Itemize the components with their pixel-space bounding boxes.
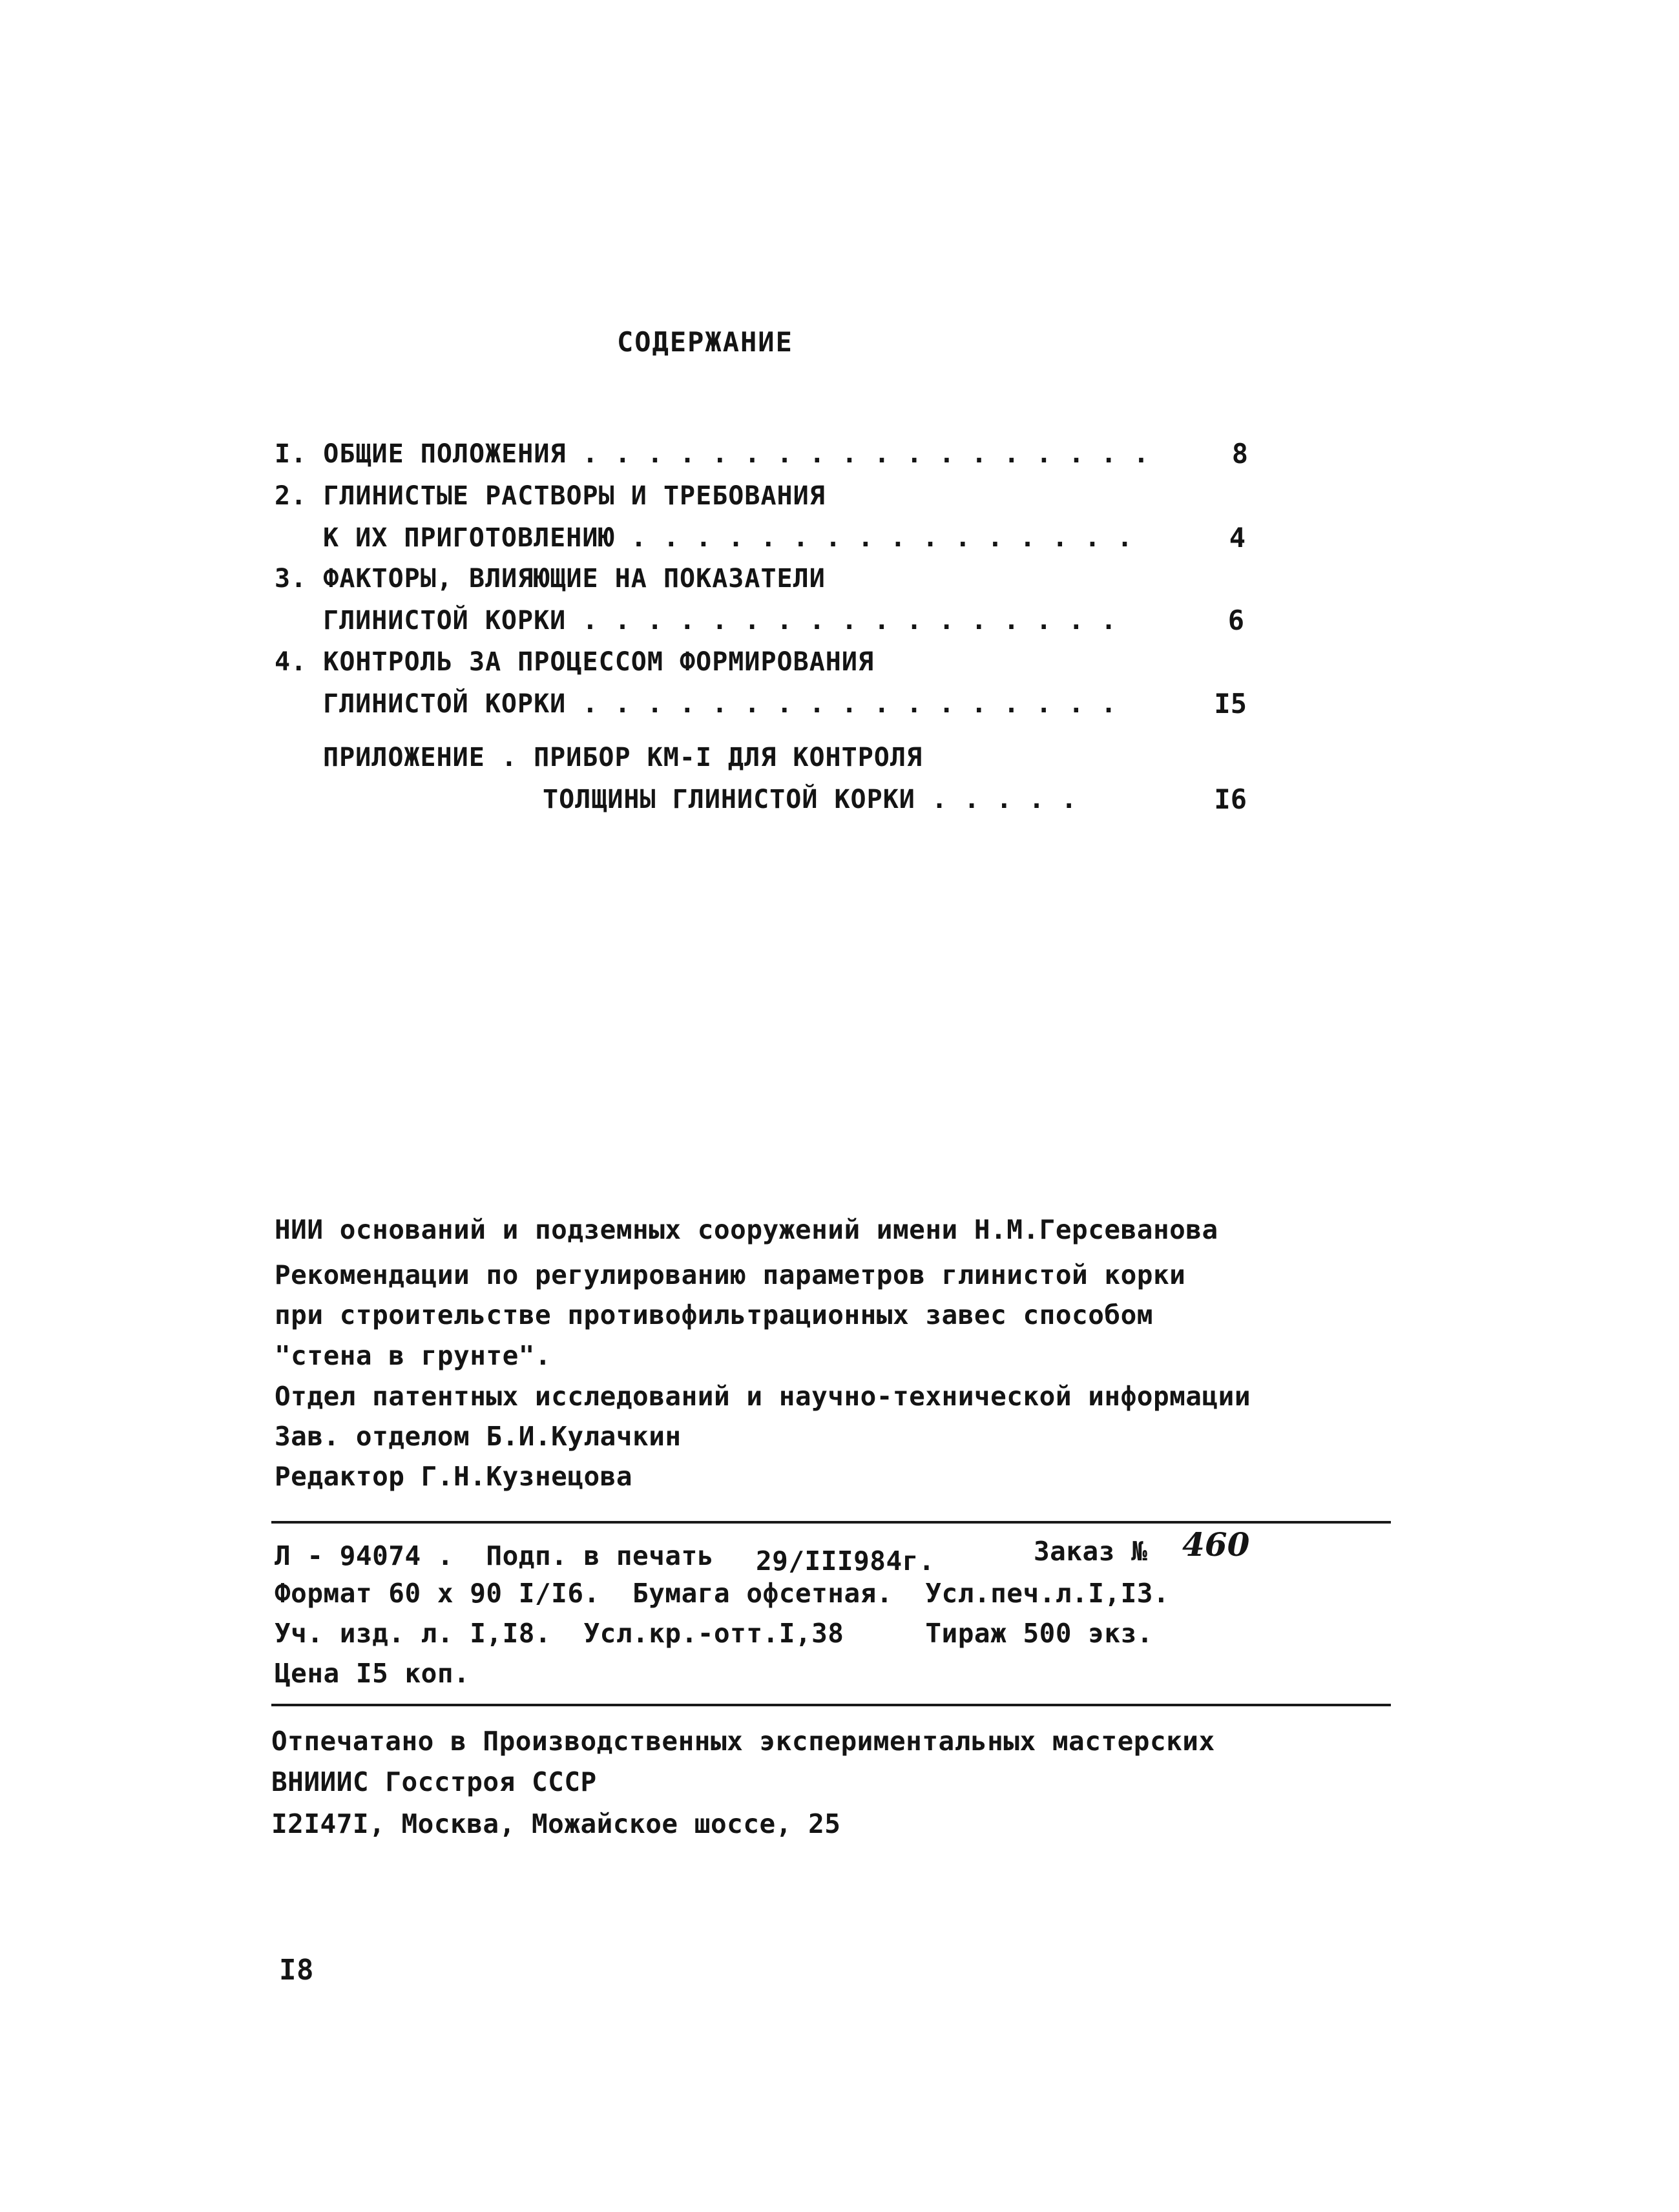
- printer-line-2: ВНИИИС Госстроя СССР: [271, 1766, 597, 1797]
- toc-page-1: 8: [1231, 438, 1248, 470]
- toc-title: СОДЕРЖАНИЕ: [617, 326, 793, 358]
- toc-entry-3-line1: 3. ФАКТОРЫ, ВЛИЯЮЩИЕ НА ПОКАЗАТЕЛИ: [275, 564, 826, 594]
- imprint-box-row3: Уч. изд. л. I,I8. Усл.кр.-отт.I,38 Тираж 500 экз.: [275, 1618, 1153, 1649]
- imprint-box-row4: Цена I5 коп.: [275, 1658, 470, 1689]
- toc-entry-4-line1: 4. КОНТРОЛЬ ЗА ПРОЦЕССОМ ФОРМИРОВАНИЯ: [275, 647, 875, 677]
- imprint-line-1: НИИ оснований и подземных сооружений имени Н.М.Герсеванова: [275, 1214, 1218, 1245]
- toc-entry-1: I. ОБЩИЕ ПОЛОЖЕНИЯ . . . . . . . . . . . . . . . . . .: [275, 439, 1150, 469]
- page-number: I8: [279, 1954, 314, 1987]
- imprint-box-order-number: 460: [1182, 1525, 1250, 1564]
- toc-page-3: 6: [1227, 605, 1244, 636]
- toc-appendix-line2: ТОЛЩИНЫ ГЛИНИСТОЙ КОРКИ . . . . .: [543, 785, 1078, 814]
- imprint-line-5: Отдел патентных исследований и научно-технической информации: [275, 1381, 1251, 1412]
- imprint-box-row1-date: 29/III984г.: [756, 1545, 935, 1576]
- toc-entry-2-line2: К ИХ ПРИГОТОВЛЕНИЮ . . . . . . . . . . . . . . . .: [323, 523, 1134, 553]
- toc-appendix-line1: ПРИЛОЖЕНИЕ . ПРИБОР КМ-I ДЛЯ КОНТРОЛЯ: [323, 743, 923, 772]
- imprint-rule-bottom: [271, 1704, 1391, 1706]
- toc-entry-2-line1: 2. ГЛИНИСТЫЕ РАСТВОРЫ И ТРЕБОВАНИЯ: [275, 481, 826, 511]
- toc-page-2: 4: [1229, 522, 1246, 553]
- imprint-rule-top: [271, 1521, 1391, 1524]
- printer-line-3: I2I47I, Москва, Можайское шоссе, 25: [271, 1808, 841, 1839]
- toc-page-4: I5: [1214, 688, 1247, 719]
- imprint-box-row1-left: Л - 94074 . Подп. в печать: [275, 1540, 714, 1571]
- imprint-box-row2: Формат 60 х 90 I/I6. Бумага офсетная. Усл.печ.л.I,I3.: [275, 1578, 1170, 1609]
- imprint-line-3: при строительстве противофильтрационных завес способом: [275, 1299, 1153, 1330]
- printer-line-1: Отпечатано в Производственных экспериментальных мастерских: [271, 1726, 1215, 1757]
- toc-page-appendix: I6: [1214, 783, 1247, 815]
- imprint-line-6: Зав. отделом Б.И.Кулачкин: [275, 1421, 682, 1452]
- imprint-box-row1-order: Заказ №: [1034, 1536, 1148, 1567]
- imprint-line-4: "стена в грунте".: [275, 1340, 552, 1371]
- toc-entry-3-line2: ГЛИНИСТОЙ КОРКИ . . . . . . . . . . . . . . . . .: [323, 606, 1118, 636]
- toc-entry-4-line2: ГЛИНИСТОЙ КОРКИ . . . . . . . . . . . . . . . . .: [323, 689, 1118, 719]
- imprint-line-7: Редактор Г.Н.Кузнецова: [275, 1461, 633, 1492]
- imprint-line-2: Рекомендации по регулированию параметров глинистой корки: [275, 1259, 1186, 1290]
